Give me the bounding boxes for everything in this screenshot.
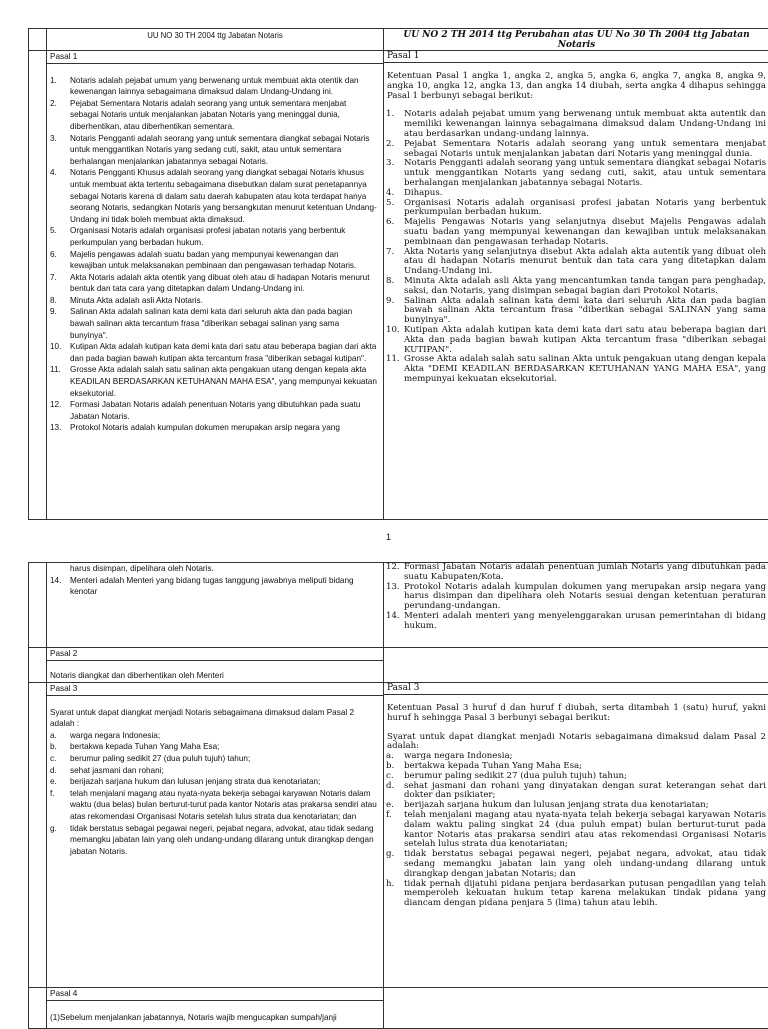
list-item <box>384 218 768 247</box>
item-number: b. <box>47 741 70 753</box>
item-number: 13. <box>47 422 70 434</box>
item-text: Akta Notaris yang selanjutnya disebut Akta adalah akta autentik yang dibuat oleh atau di hadapan Notaris menurut bentuk dan tata cara yang ditetapkan dalam Undang-Undang ini. <box>404 248 768 277</box>
item-number: 12. <box>47 399 70 422</box>
left-item-list <box>47 563 383 598</box>
item-text: Akta Notaris adalah akta otentik yang dibuat oleh atau di hadapan Notaris menurut bentuk dan tata cara yang ditetapkan dalam Undang-Undang ini. <box>70 272 383 295</box>
item-number: f. <box>47 788 70 823</box>
list-item <box>384 277 768 297</box>
pasal-heading: Pasal 2 <box>47 648 383 661</box>
list-item <box>47 133 383 168</box>
pasal-text: (1)Sebelum menjalankan jabatannya, Notaris wajib mengucapkan sumpah/janji <box>47 1012 383 1024</box>
item-text: Pejabat Sementara Notaris adalah seorang yang untuk sementara menjabat sebagai Notaris untuk menjalankan jabatan Notaris yang meninggal dunia, diberhentikan, atau diberhentikan sementara. <box>70 98 383 133</box>
item-text: berumur paling sedikit 27 (dua puluh tujuh) tahun; <box>70 753 383 765</box>
item-text: warga negara Indonesia; <box>70 730 383 742</box>
right-item-list <box>384 563 768 632</box>
item-number: 2. <box>47 98 70 133</box>
item-number: b. <box>384 762 404 772</box>
item-text: Kutipan Akta adalah kutipan kata demi kata dari satu atau beberapa bagian dari Akta dan pada bagian bawah kutipan Akta tercantum frasa "diberikan sebagai KUTIPAN". <box>404 326 768 355</box>
item-text: sehat jasmani dan rohani yang dinyatakan dengan surat keterangan sehat dari dokter dan psikiater; <box>404 782 768 802</box>
item-text: Dihapus. <box>404 189 768 199</box>
page-1 <box>28 28 768 520</box>
left-item-list <box>47 730 383 858</box>
item-text: Notaris Pengganti Khusus adalah seorang yang diangkat sebagai Notaris khusus untuk membuat akta tertentu sebagaimana disebutkan dalam surat penetapannya sebagai Notaris karena di dalam satu daerah kabupaten atau kota terdapat hanya seorang Notaris, sedangkan Notaris yang bersangkutan menurut ketentuan Undang-Undang ini tidak boleh membuat akta dimaksud. <box>70 167 383 225</box>
list-item <box>384 248 768 277</box>
item-text: Notaris adalah pejabat umum yang berwenang untuk membuat akta autentik dan memiliki kewenangan lainnya sebagaimana dimaksud dalam Undang-Undang ini atau berdasarkan undang-undang lainnya. <box>404 110 768 139</box>
list-item <box>47 306 383 341</box>
header-row <box>29 29 768 51</box>
item-text: Organisasi Notaris adalah organisasi profesi jabatan notaris yang berbentuk perkumpulan yang berbadan hukum. <box>70 225 383 248</box>
pasal-text: Notaris diangkat dan diberhentikan oleh Menteri <box>47 670 383 682</box>
item-number: 8. <box>47 295 70 307</box>
list-item <box>384 782 768 802</box>
list-item <box>47 75 383 98</box>
item-text: Salinan Akta adalah salinan kata demi kata dari seluruh akta dan pada bagian bawah salinan akta tercantum frasa "diberikan sebagai salinan yang sama bunyinya". <box>70 306 383 341</box>
item-text: Majelis Pengawas Notaris yang selanjutnya disebut Majelis Pengawas adalah suatu badan yang mempunyai kewenangan dan kewajiban untuk melaksanakan pembinaan dan pengawasan terhadap Notaris. <box>404 218 768 247</box>
item-text: Protokol Notaris adalah kumpulan dokumen yang merupakan arsip negara yang harus disimpan dan dipelihara oleh Notaris sesuai dengan ketentuan peraturan perundang-undangan. <box>404 583 768 612</box>
list-item <box>384 563 768 583</box>
item-number: 10. <box>47 341 70 364</box>
comparison-table-page-2 <box>28 562 768 1029</box>
item-number: g. <box>47 823 70 858</box>
item-text: sehat jasmani dan rohani; <box>70 765 383 777</box>
list-item <box>47 563 383 575</box>
page-2 <box>28 562 768 1029</box>
list-item <box>47 364 383 399</box>
list-item <box>47 730 383 742</box>
list-item <box>47 98 383 133</box>
item-text: Majelis pengawas adalah suatu badan yang mempunyai kewenangan dan kewajiban untuk melaksanakan pembinaan dan pengawasan terhadap Notaris. <box>70 249 383 272</box>
item-number: 4. <box>384 189 404 199</box>
item-number <box>47 563 70 575</box>
item-text: bertakwa kepada Tuhan Yang Maha Esa; <box>404 762 768 772</box>
list-item <box>47 741 383 753</box>
item-text: Minuta Akta adalah asli Akta Notaris. <box>70 295 383 307</box>
header-right-title: UU NO 2 TH 2014 ttg Perubahan atas UU No 30 Th 2004 ttg Jabatan Notaris <box>384 29 768 50</box>
item-number: 5. <box>384 199 404 219</box>
item-text: Notaris Pengganti adalah seorang yang untuk sementara diangkat sebagai Notaris untuk menggantikan Notaris yang sedang cuti, sakit, atau untuk sementara berhalangan menjalankan jabatannya sebagai Notaris. <box>70 133 383 168</box>
right-item-list <box>384 752 768 909</box>
item-text: warga negara Indonesia; <box>404 752 768 762</box>
item-number: 1. <box>47 75 70 98</box>
item-text: Kutipan Akta adalah kutipan kata demi kata dari satu atau beberapa bagian dari akta dan pada bagian bawah kutipan akta tercantum frasa "diberikan sebagai kutipan". <box>70 341 383 364</box>
item-number: 7. <box>384 248 404 277</box>
item-text: Minuta Akta adalah asli Akta yang mencantumkan tanda tangan para penghadap, saksi, dan Notaris, yang disimpan sebagai bagian dari Protokol Notaris. <box>404 277 768 297</box>
list-item <box>384 811 768 850</box>
list-item <box>384 110 768 139</box>
item-text: Formasi Jabatan Notaris adalah penentuan jumlah Notaris yang dibutuhkan pada suatu Kabupaten/Kota. <box>404 563 768 583</box>
pasal-heading: Pasal 3 <box>47 683 383 696</box>
item-text: Menteri adalah Menteri yang bidang tugas tanggung jawabnya meliputi bidang kenotar <box>70 575 383 598</box>
item-text: Organisasi Notaris adalah organisasi profesi jabatan Notaris yang berbentuk perkumpulan berbadan hukum. <box>404 199 768 219</box>
pasal-intro: Syarat untuk dapat diangkat menjadi Notaris sebagaimana dimaksud dalam Pasal 2 adalah: <box>384 733 768 753</box>
item-number: 3. <box>47 133 70 168</box>
pasal-4-row <box>29 988 768 1029</box>
list-item <box>384 140 768 160</box>
list-item <box>47 776 383 788</box>
comparison-table-page-1 <box>28 28 768 520</box>
list-item <box>47 225 383 248</box>
list-item <box>384 159 768 188</box>
item-number: 6. <box>384 218 404 247</box>
item-text: Grosse Akta adalah salah satu salinan Akta untuk pengakuan utang dengan kepala Akta "DEMI KEADILAN BERDASARKAN KETUHANAN YANG MAHA ESA", yang mempunyai kekuatan eksekutorial. <box>404 355 768 384</box>
item-text: bertakwa kepada Tuhan Yang Maha Esa; <box>70 741 383 753</box>
item-number: e. <box>384 801 404 811</box>
item-number: 14. <box>384 612 404 632</box>
item-number: 8. <box>384 277 404 297</box>
pasal-heading: Pasal 4 <box>47 988 383 1001</box>
list-item <box>384 199 768 219</box>
item-number: a. <box>384 752 404 762</box>
list-item <box>47 422 383 434</box>
pasal-1-continued-row <box>29 563 768 648</box>
item-number: 3. <box>384 159 404 188</box>
item-number: 5. <box>47 225 70 248</box>
list-item <box>384 297 768 326</box>
list-item <box>384 880 768 909</box>
item-text: Pejabat Sementara Notaris adalah seorang yang untuk sementara menjabat sebagai Notaris untuk menjalankan jabatan dari Notaris yang meninggal dunia. <box>404 140 768 160</box>
list-item <box>47 823 383 858</box>
list-item <box>47 341 383 364</box>
item-text: berijazah sarjana hukum dan lulusan jenjang strata dua kenotariatan; <box>404 801 768 811</box>
list-item <box>47 753 383 765</box>
item-text: Notaris Pengganti adalah seorang yang untuk sementara diangkat sebagai Notaris untuk menggantikan Notaris yang sedang cuti, sakit, atau untuk sementara berhalangan menjalankan jabatannya sebagai Notaris. <box>404 159 768 188</box>
item-text: tidak berstatus sebagai pegawai negeri, pejabat negara, advokat, atau tidak sedang memangku jabatan lain yang oleh undang-undang dilarang untuk dirangkap dengan jabatan Notaris; dan <box>404 850 768 879</box>
page-number: 1 <box>386 532 391 542</box>
item-number: 11. <box>47 364 70 399</box>
list-item <box>47 295 383 307</box>
item-number: 7. <box>47 272 70 295</box>
item-number: 9. <box>47 306 70 341</box>
list-item <box>47 765 383 777</box>
item-text: telah menjalani magang atau nyata-nyata telah bekerja sebagai karyawan Notaris dalam waktu paling singkat 24 (dua puluh empat) bulan berturut-turut pada kantor Notaris atas prakarsa sendiri atau atas rekomendasi Organisasi Notaris setelah lulus strata dua kenotariatan; <box>404 811 768 850</box>
item-number: 13. <box>384 583 404 612</box>
list-item <box>47 575 383 598</box>
list-item <box>384 326 768 355</box>
list-item <box>384 355 768 384</box>
item-number: a. <box>47 730 70 742</box>
item-number: g. <box>384 850 404 879</box>
item-number: 4. <box>47 167 70 225</box>
pasal-heading: Pasal 3 <box>384 683 768 695</box>
pasal-2-row <box>29 648 768 683</box>
item-number: 11. <box>384 355 404 384</box>
list-item <box>47 167 383 225</box>
amendment-intro: Ketentuan Pasal 3 huruf d dan huruf f diubah, serta ditambah 1 (satu) huruf, yakni huruf h sehingga Pasal 3 berbunyi sebagai berikut: <box>384 704 768 724</box>
amendment-intro: Ketentuan Pasal 1 angka 1, angka 2, angka 5, angka 6, angka 7, angka 8, angka 9, angka 10, angka 12, angka 13, dan angka 14 diubah, serta angka 4 dihapus sehingga Pasal 1 berbunyi sebagai berikut: <box>384 72 768 101</box>
item-number: c. <box>384 772 404 782</box>
item-number: d. <box>384 782 404 802</box>
pasal-1-row <box>29 51 768 520</box>
pasal-heading: Pasal 1 <box>384 51 768 63</box>
right-item-list <box>384 110 768 384</box>
left-item-list <box>47 75 383 434</box>
item-number: 14. <box>47 575 70 598</box>
item-text: Protokol Notaris adalah kumpulan dokumen merupakan arsip negara yang <box>70 422 383 434</box>
item-number: f. <box>384 811 404 850</box>
item-number: 1. <box>384 110 404 139</box>
item-number: 2. <box>384 140 404 160</box>
item-text: Grosse Akta adalah salah satu salinan akta pengakuan utang dengan kepala akta KEADILAN BERDASARKAN KETUHANAN MAHA ESA", yang mempunyai kekuatan eksekutorial. <box>70 364 383 399</box>
pasal-intro: Syarat untuk dapat diangkat menjadi Notaris sebagaimana dimaksud dalam Pasal 2 adalah : <box>47 707 383 730</box>
item-number: h. <box>384 880 404 909</box>
item-text: Notaris adalah pejabat umum yang berwenang untuk membuat akta otentik dan kewenangan lainnya sebagaimana dimaksud dalam Undang-Undang ini. <box>70 75 383 98</box>
list-item <box>384 850 768 879</box>
pasal-heading: Pasal 1 <box>47 51 383 64</box>
item-number: 12. <box>384 563 404 583</box>
header-left-title: UU NO 30 TH 2004 ttg Jabatan Notaris <box>47 29 383 42</box>
item-text: berijazah sarjana hukum dan lulusan jenjang strata dua kenotariatan; <box>70 776 383 788</box>
item-text: tidak pernah dijatuhi pidana penjara berdasarkan putusan pengadilan yang telah memperoleh kekuatan hukum tetap karena melakukan tindak pidana yang diancam dengan pidana penjara 5 (lima) tahun atau lebih. <box>404 880 768 909</box>
list-item <box>47 788 383 823</box>
item-number: 6. <box>47 249 70 272</box>
list-item <box>47 249 383 272</box>
item-number: e. <box>47 776 70 788</box>
pasal-3-row <box>29 683 768 988</box>
list-item <box>384 612 768 632</box>
list-item <box>384 583 768 612</box>
item-text: Formasi Jabatan Notaris adalah penentuan Notaris yang dibutuhkan pada suatu Jabatan Notaris. <box>70 399 383 422</box>
item-number: d. <box>47 765 70 777</box>
item-text: telah menjalani magang atau nyata-nyata bekerja sebagai karyawan Notaris dalam waktu (dua belas) bulan berturut-turut pada kantor Notaris atas prakarsa sendiri atau atas rekomendasi Organisasi Notaris setelah lulus strata dua kenotariatan; dan <box>70 788 383 823</box>
item-text: Salinan Akta adalah salinan kata demi kata dari seluruh Akta dan pada bagian bawah salinan Akta tercantum frasa "diberikan sebagai SALINAN yang sama bunyinya". <box>404 297 768 326</box>
list-item <box>47 272 383 295</box>
list-item <box>47 399 383 422</box>
item-text: tidak berstatus sebagai pegawai negeri, pejabat negara, advokat, atau tidak sedang memangku jabatan lain yang oleh undang-undang dilarang untuk dirangkap dengan jabatan Notaris. <box>70 823 383 858</box>
item-text: harus disimpan, dipelihara oleh Notaris. <box>70 563 383 575</box>
item-number: 10. <box>384 326 404 355</box>
item-text: Menteri adalah menteri yang menyelenggarakan urusan pemerintahan di bidang hukum. <box>404 612 768 632</box>
item-text: berumur paling sedikit 27 (dua puluh tujuh) tahun; <box>404 772 768 782</box>
item-number: 9. <box>384 297 404 326</box>
item-number: c. <box>47 753 70 765</box>
